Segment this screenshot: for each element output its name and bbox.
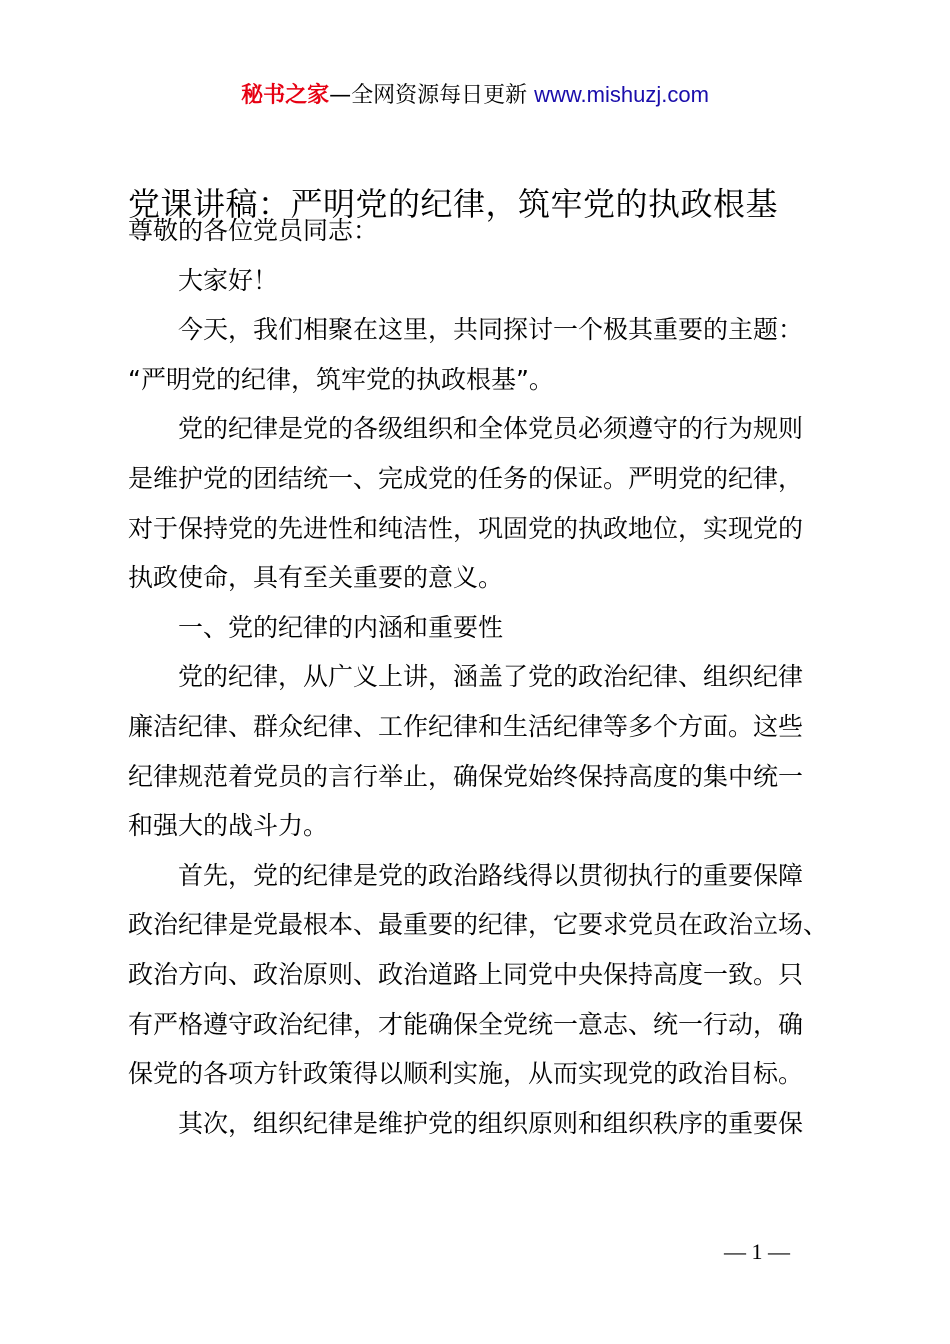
- paragraph-line: 党的纪律是党的各级组织和全体党员必须遵守的行为规则: [178, 414, 804, 444]
- greeting: 大家好！: [178, 265, 279, 295]
- paragraph-line: 和强大的战斗力。: [128, 811, 329, 841]
- paragraph-line: 首先，党的纪律是党的政治路线得以贯彻执行的重要保障: [178, 860, 804, 890]
- paragraph-line: 今天，我们相聚在这里，共同探讨一个极其重要的主题：: [178, 315, 804, 345]
- paragraph-line: 对于保持党的先进性和纯洁性，巩固党的执政地位，实现党的: [128, 513, 804, 543]
- page-number: — 1 —: [724, 1239, 790, 1264]
- paragraph-line: 政治纪律是党最根本、最重要的纪律，它要求党员在政治立场、: [128, 910, 829, 940]
- site-header: [0, 78, 950, 113]
- paragraph-line: “严明党的纪律，筑牢党的执政根基”。: [128, 364, 554, 394]
- site-url-link[interactable]: www.mishuzj.com: [534, 82, 709, 107]
- document-body: [128, 206, 838, 1148]
- site-brand: 秘书之家: [241, 83, 330, 108]
- document-title: 党课讲稿：严明党的纪律，筑牢党的执政根基: [128, 185, 779, 223]
- paragraph-line: 党的纪律，从广义上讲，涵盖了党的政治纪律、组织纪律: [178, 662, 804, 692]
- salutation: 尊敬的各位党员同志：: [128, 216, 379, 245]
- paragraph-line: 廉洁纪律、群众纪律、工作纪律和生活纪律等多个方面。这些: [128, 711, 804, 741]
- paragraph-line: 有严格遵守政治纪律，才能确保全党统一意志、统一行动，确: [128, 1009, 804, 1039]
- paragraph-line: 保党的各项方针政策得以顺利实施，从而实现党的政治目标。: [128, 1059, 804, 1089]
- paragraph-line: 纪律规范着党员的言行举止，确保党始终保持高度的集中统一: [128, 761, 804, 791]
- paragraph-line: 是维护党的团结统一、完成党的任务的保证。严明党的纪律，: [128, 463, 804, 493]
- site-slogan: —全网资源每日更新: [329, 83, 528, 108]
- paragraph-line: 其次，组织纪律是维护党的组织原则和组织秩序的重要保: [178, 1108, 804, 1138]
- section-heading: 一、党的纪律的内涵和重要性: [178, 612, 504, 642]
- paragraph-line: 执政使命，具有至关重要的意义。: [128, 563, 504, 593]
- paragraph-line: 政治方向、政治原则、政治道路上同党中央保持高度一致。只: [128, 959, 804, 989]
